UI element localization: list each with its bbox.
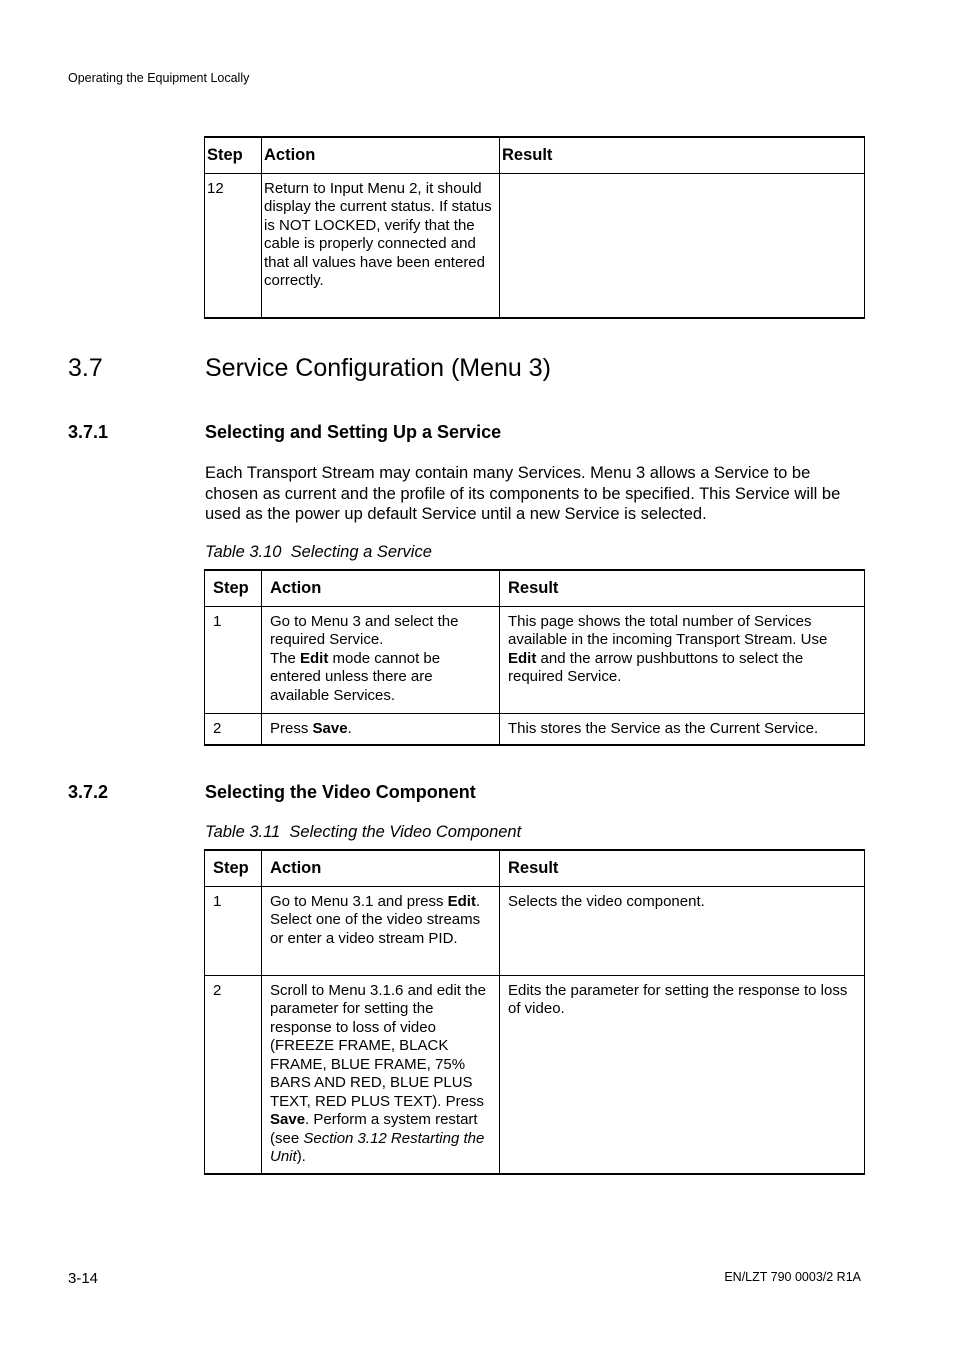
- action-text: Go to Menu 3.1 and press: [270, 892, 448, 910]
- action-text: The: [270, 649, 301, 667]
- column-header-action: Action: [262, 570, 500, 606]
- caption-text: Selecting a Service: [290, 543, 432, 561]
- running-header: Operating the Equipment Locally: [68, 71, 250, 85]
- result-text: and the arrow pushbuttons to select the required Service.: [508, 649, 804, 685]
- step-cell: 2: [205, 713, 262, 745]
- bold-term: Save: [270, 1111, 306, 1128]
- caption-text: Selecting the Video Component: [289, 823, 522, 841]
- subsection-title: Selecting and Setting Up a Service: [205, 422, 502, 442]
- section-number: 3.7: [68, 354, 103, 382]
- action-cell: [262, 713, 500, 745]
- bold-term: Edit: [447, 892, 476, 910]
- table-row: [205, 886, 865, 975]
- action-cell: [262, 975, 500, 1174]
- subsection-title: Selecting the Video Component: [205, 782, 476, 802]
- result-text: This page shows the total number of Services available in the incoming Transport Stream. Use: [508, 612, 828, 648]
- action-cell: Return to Input Menu 2, it should display the current status. If status is NOT LOCKED, verify that the cable is properly connected and that all values have been entered correctly.: [262, 173, 500, 318]
- table-selecting-video: [204, 849, 865, 1175]
- table-row: [205, 173, 865, 318]
- table-row: [205, 975, 865, 1174]
- bold-term: Save: [312, 719, 348, 737]
- result-cell: This stores the Service as the Current Service.: [500, 713, 865, 745]
- column-header-result: Result: [500, 570, 865, 606]
- table-row: [205, 606, 865, 713]
- column-header-step: Step: [205, 850, 262, 886]
- section-reference: Section 3.12 Restarting the Unit: [270, 1129, 485, 1165]
- bold-term: Edit: [300, 649, 329, 667]
- action-text: Go to Menu 3 and select the required Service.: [270, 612, 459, 648]
- table-header-row: [205, 137, 865, 173]
- page-number: 3-14: [68, 1270, 99, 1287]
- action-text: mode cannot be entered unless there are available Services.: [270, 649, 441, 704]
- column-header-step: Step: [205, 137, 262, 173]
- step-cell: 1: [205, 886, 262, 975]
- result-cell: Selects the video component.: [500, 886, 865, 975]
- section-title: Service Configuration (Menu 3): [205, 354, 551, 382]
- action-text: . Perform a system restart (see: [270, 1111, 478, 1147]
- bold-term: Edit: [508, 649, 537, 667]
- column-header-step: Step: [205, 570, 262, 606]
- table-caption: [205, 823, 521, 842]
- table-caption: [205, 543, 432, 562]
- subsection-number: 3.7.1: [68, 422, 109, 442]
- caption-label: Table 3.11: [205, 823, 281, 841]
- document-id: EN/LZT 790 0003/2 R1A: [724, 1270, 861, 1284]
- result-cell: [500, 606, 865, 713]
- action-text: Scroll to Menu 3.1.6 and edit the parameter for setting the response to loss of video (FREEZE FRAME, BLACK FRAME, BLUE FRAME, 75% BARS AND RED, BLUE PLUS TEXT, RED PLUS TEXT). Press: [270, 981, 486, 1110]
- table-selecting-service: [204, 569, 865, 746]
- result-cell: Edits the parameter for setting the response to loss of video.: [500, 975, 865, 1174]
- table-header-row: [205, 570, 865, 606]
- column-header-result: Result: [500, 850, 865, 886]
- action-text: . Select one of the video streams or enter a video stream PID.: [270, 892, 481, 947]
- table-row: [205, 713, 865, 745]
- table-header-row: [205, 850, 865, 886]
- action-text: .: [347, 719, 352, 737]
- column-header-action: Action: [262, 850, 500, 886]
- caption-label: Table 3.10: [205, 543, 282, 561]
- step-cell: 2: [205, 975, 262, 1174]
- step-cell: 12: [205, 173, 262, 318]
- action-text: Press: [270, 719, 313, 737]
- column-header-result: Result: [500, 137, 865, 173]
- action-cell: [262, 886, 500, 975]
- body-paragraph: Each Transport Stream may contain many Services. Menu 3 allows a Service to be chosen as current and the profile of its components to be specified. This Service will be used as the power up default Service until a new Service is selected.: [205, 464, 841, 523]
- column-header-action: Action: [262, 137, 500, 173]
- action-text: ).: [296, 1148, 306, 1165]
- action-cell: [262, 606, 500, 713]
- table-continued: [204, 136, 865, 319]
- subsection-number: 3.7.2: [68, 782, 109, 802]
- step-cell: 1: [205, 606, 262, 713]
- result-cell: [500, 173, 865, 318]
